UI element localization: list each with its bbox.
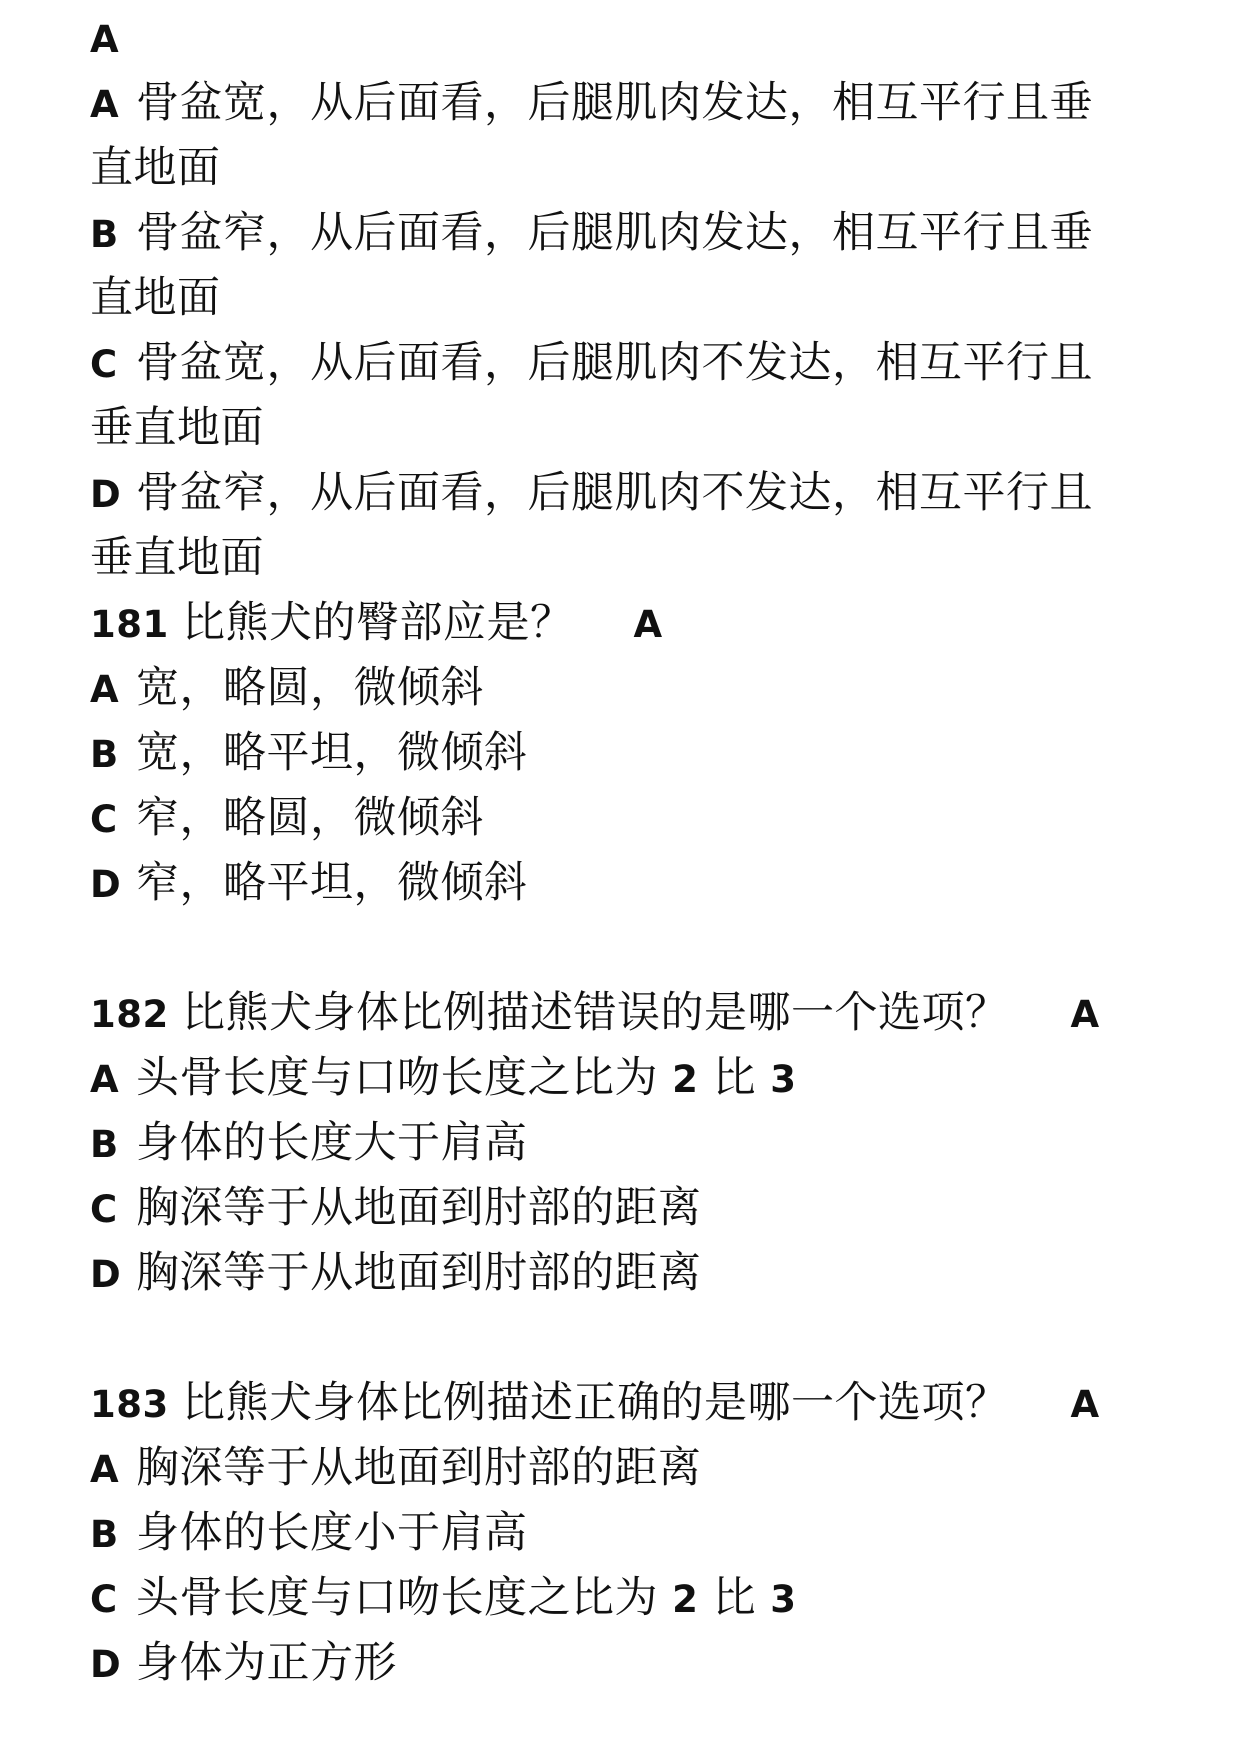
option-text: 骨盆窄，从后面看，后腿肌肉不发达，相互平行且	[136, 468, 1093, 518]
ratio-number: 3	[770, 1058, 797, 1101]
q182-answer: A	[1070, 993, 1100, 1036]
q183-option-d	[90, 1631, 1170, 1696]
option-text: 骨盆宽，从后面看，后腿肌肉不发达，相互平行且	[136, 338, 1093, 388]
q180-option-c-cont	[90, 396, 1170, 461]
q182-option-d	[90, 1241, 1170, 1306]
question-number: 182	[90, 993, 169, 1036]
option-text: 身体的长度小于肩高	[136, 1508, 528, 1558]
question-text: 比熊犬的臀部应是？	[182, 598, 574, 648]
q180-option-c	[90, 331, 1170, 396]
option-label: C	[90, 798, 118, 841]
q181-answer: A	[633, 603, 663, 646]
q180-option-a	[90, 71, 1170, 136]
question-number: 181	[90, 603, 169, 646]
option-text-cont: 直地面	[90, 273, 221, 323]
option-text: 身体为正方形	[136, 1638, 397, 1688]
blank-line	[90, 1306, 1170, 1371]
option-label: A	[90, 668, 120, 711]
q182-question	[90, 981, 1170, 1046]
document-page	[90, 6, 1170, 1696]
option-label: A	[90, 1058, 120, 1101]
blank-line	[90, 916, 1170, 981]
question-text: 比熊犬身体比例描述错误的是哪一个选项？	[182, 988, 1009, 1038]
q181-option-d	[90, 851, 1170, 916]
option-text: 骨盆宽，从后面看，后腿肌肉发达，相互平行且垂	[136, 78, 1093, 128]
ratio-number: 3	[770, 1578, 797, 1621]
ratio-word: 比	[712, 1573, 757, 1623]
option-label: B	[90, 1123, 119, 1166]
option-label: C	[90, 1188, 118, 1231]
option-label: C	[90, 343, 118, 386]
q181-option-c	[90, 786, 1170, 851]
q183-option-c	[90, 1566, 1170, 1631]
q181-option-a	[90, 656, 1170, 721]
option-text: 窄，略平坦，微倾斜	[136, 858, 528, 908]
q182-option-b	[90, 1111, 1170, 1176]
q182-option-c	[90, 1176, 1170, 1241]
option-label: B	[90, 213, 119, 256]
option-text: 骨盆窄，从后面看，后腿肌肉发达，相互平行且垂	[136, 208, 1093, 258]
option-text: 宽，略平坦，微倾斜	[136, 728, 528, 778]
option-text: 窄，略圆，微倾斜	[136, 793, 484, 843]
option-text: 胸深等于从地面到肘部的距离	[136, 1443, 702, 1493]
option-label: D	[90, 1643, 122, 1686]
option-label: B	[90, 1513, 119, 1556]
q180-option-b	[90, 201, 1170, 266]
q183-option-b	[90, 1501, 1170, 1566]
q180-option-d	[90, 461, 1170, 526]
question-number: 183	[90, 1383, 169, 1426]
q180-answer-line	[90, 6, 1170, 71]
option-text-cont: 垂直地面	[90, 403, 264, 453]
q182-option-a	[90, 1046, 1170, 1111]
ratio-word: 比	[712, 1053, 757, 1103]
q180-answer: A	[90, 18, 120, 61]
option-label: A	[90, 1448, 120, 1491]
ratio-number: 2	[672, 1578, 699, 1621]
option-label: A	[90, 83, 120, 126]
ratio-number: 2	[672, 1058, 699, 1101]
question-text: 比熊犬身体比例描述正确的是哪一个选项？	[182, 1378, 1009, 1428]
option-text: 身体的长度大于肩高	[136, 1118, 528, 1168]
q180-option-a-cont	[90, 136, 1170, 201]
option-text-cont: 垂直地面	[90, 533, 264, 583]
option-text-cont: 直地面	[90, 143, 221, 193]
q181-option-b	[90, 721, 1170, 786]
option-text: 胸深等于从地面到肘部的距离	[136, 1183, 702, 1233]
option-text: 胸深等于从地面到肘部的距离	[136, 1248, 702, 1298]
option-label: B	[90, 733, 119, 776]
option-label: C	[90, 1578, 118, 1621]
q183-answer: A	[1070, 1383, 1100, 1426]
option-label: D	[90, 473, 122, 516]
q180-option-d-cont	[90, 526, 1170, 591]
option-label: D	[90, 1253, 122, 1296]
option-text: 头骨长度与口吻长度之比为	[136, 1573, 658, 1623]
option-text: 宽，略圆，微倾斜	[136, 663, 484, 713]
q183-question	[90, 1371, 1170, 1436]
q181-question	[90, 591, 1170, 656]
q183-option-a	[90, 1436, 1170, 1501]
q180-option-b-cont	[90, 266, 1170, 331]
option-label: D	[90, 863, 122, 906]
option-text: 头骨长度与口吻长度之比为	[136, 1053, 658, 1103]
